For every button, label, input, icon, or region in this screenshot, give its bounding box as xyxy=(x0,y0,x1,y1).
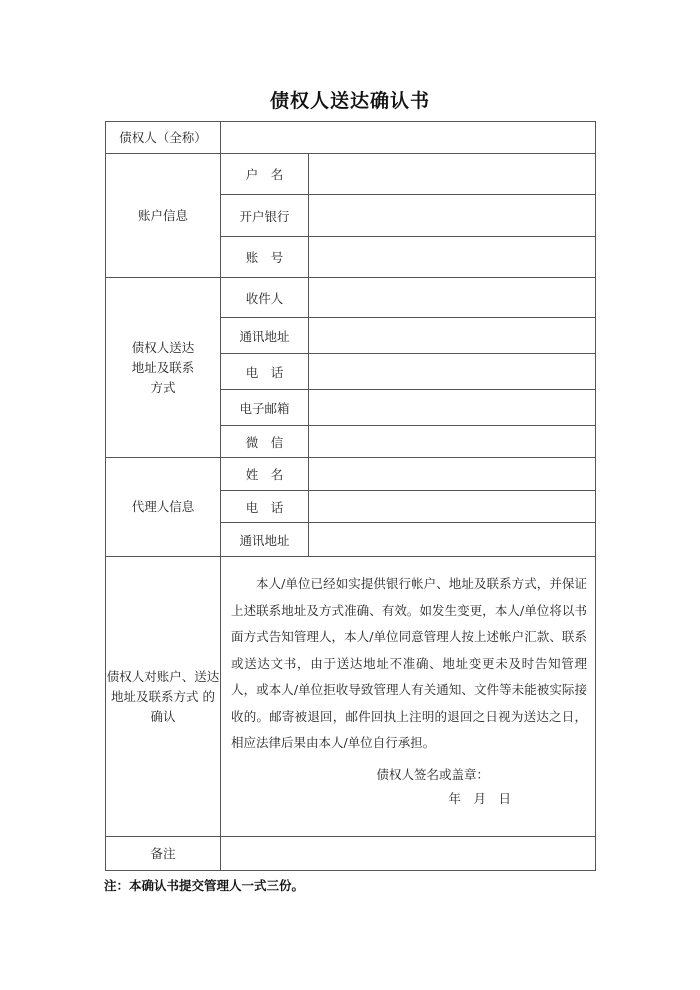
confirmation-form-table xyxy=(105,121,596,871)
confirm-group-line3: 确认 xyxy=(150,708,176,724)
remarks-field[interactable] xyxy=(221,837,596,871)
signature-label: 债权人签名或盖章： xyxy=(376,766,489,782)
address-label: 通讯地址 xyxy=(221,318,309,354)
bank-field[interactable] xyxy=(309,195,596,237)
bank-label: 开户银行 xyxy=(221,195,309,237)
confirmation-row xyxy=(106,557,596,837)
remarks-row xyxy=(106,837,596,871)
agent-address-field[interactable] xyxy=(309,523,596,557)
date-label: 年 月 日 xyxy=(448,790,511,806)
contact-group-line1: 债权人送达 xyxy=(131,339,195,355)
remarks-label: 备注 xyxy=(106,837,221,871)
recipient-label: 收件人 xyxy=(221,278,309,318)
wechat-field[interactable] xyxy=(309,426,596,458)
wechat-label: 微 信 xyxy=(221,426,309,458)
address-field[interactable] xyxy=(309,318,596,354)
account-name-label: 户 名 xyxy=(221,154,309,195)
email-label: 电子邮箱 xyxy=(221,390,309,426)
agent-group-label: 代理人信息 xyxy=(106,458,221,557)
agent-name-label: 姓 名 xyxy=(221,458,309,491)
account-name-row xyxy=(106,154,596,195)
phone-label: 电 话 xyxy=(221,354,309,390)
agent-name-row xyxy=(106,458,596,491)
confirmation-statement-cell xyxy=(221,557,596,837)
account-number-field[interactable] xyxy=(309,237,596,278)
account-name-field[interactable] xyxy=(309,154,596,195)
recipient-field[interactable] xyxy=(309,278,596,318)
agent-phone-field[interactable] xyxy=(309,491,596,523)
recipient-row xyxy=(106,278,596,318)
contact-group-label xyxy=(106,278,221,458)
confirmation-statement: 本人/单位已经如实提供银行帐户、地址及联系方式，并保证上述联系地址及方式准确、有效。如发生变更，本人/单位将以书面方式告知管理人，本人/单位同意管理人按上述帐户汇款、联系或送达文书，由于送达地址不准确、地址变更未及时告知管理人，或本人/单位拒收导致管理人有关通知、文件等未能被实际接收的。邮寄被退回，邮件回执上注明的退回之日视为送达之日，相应法律后果由本人/单位自行承担。 xyxy=(231,576,587,750)
account-number-label: 账 号 xyxy=(221,237,309,278)
account-group-label: 账户信息 xyxy=(106,154,221,278)
creditor-label: 债权人（全称） xyxy=(106,122,221,154)
creditor-row xyxy=(106,122,596,154)
contact-group-line3: 方式 xyxy=(150,379,176,395)
confirm-group-line1: 债权人对账户、送达 xyxy=(106,668,220,684)
creditor-name-field[interactable] xyxy=(221,122,596,154)
agent-name-field[interactable] xyxy=(309,458,596,491)
email-field[interactable] xyxy=(309,390,596,426)
document-title: 债权人送达确认书 xyxy=(269,90,430,112)
contact-group-line2: 地址及联系 xyxy=(131,359,195,375)
agent-address-label: 通讯地址 xyxy=(221,523,309,557)
phone-field[interactable] xyxy=(309,354,596,390)
confirmation-group-label xyxy=(106,557,221,837)
agent-phone-label: 电 话 xyxy=(221,491,309,523)
confirm-group-line2: 地址及联系方式 的 xyxy=(111,688,215,704)
footnote: 注：本确认书提交管理人一式三份。 xyxy=(104,878,305,893)
